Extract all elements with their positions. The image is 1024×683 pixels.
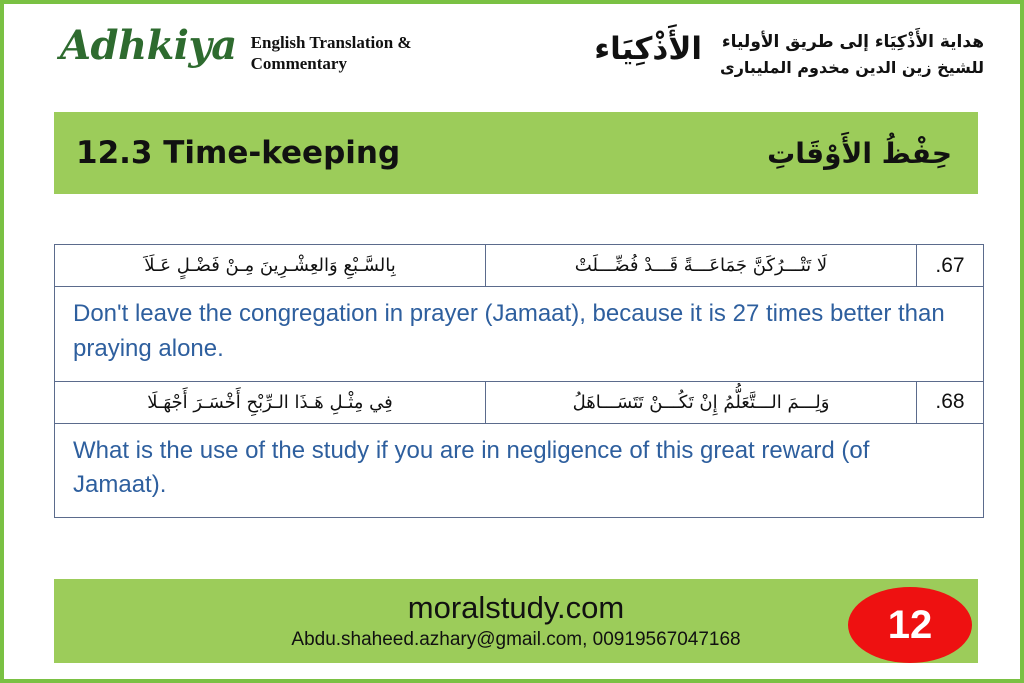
table-row — [55, 287, 984, 382]
verse-arabic-right: لَا تَتْـــرُكَنَّ جَمَاعَـــةً قَـــدْ فُضِّـــلَتْ — [486, 245, 917, 287]
verse-arabic-left: بِالسَّـبْعِ وَالعِشْـرِينَ مِـنْ فَضْـلٍ عَـلَاَ — [55, 245, 486, 287]
page-number-badge: 12 — [848, 587, 972, 663]
header-arabic-line-1: هداية الأَذْكِيَاء إلى طريق الأولياء — [721, 32, 984, 52]
header-arabic-line-2: للشيخ زين الدين مخدوم المليبارى — [720, 57, 984, 77]
verse-number: 68. — [917, 381, 984, 423]
footer-website[interactable]: moralstudy.com — [407, 589, 625, 625]
page-title: 12.3 Time-keeping — [76, 135, 401, 171]
verse-number: 67. — [917, 245, 984, 287]
section-title-bar — [54, 112, 978, 194]
header-arabic-title: الأَذْكِيَاء — [594, 31, 703, 67]
footer-contact[interactable]: Abdu.shaheed.azhary@gmail.com, 00919567047168 — [291, 629, 741, 651]
verse-arabic-left: فِي مِثْـلِ هَـذَا الـرِّبْحِ أَخْسَـرَ أَجْهَـلَا — [55, 381, 486, 423]
table-row — [55, 381, 984, 423]
header-arabic-block — [594, 26, 984, 80]
brand-block — [60, 22, 461, 75]
verse-translation: Don't leave the congregation in prayer (Jamaat), because it is 27 times better than praying alone. — [55, 287, 984, 382]
verse-table — [54, 244, 984, 518]
header-arabic-lines — [720, 26, 984, 80]
page-title-arabic: حِفْظُ الأَوْقَاتِ — [767, 136, 952, 170]
table-row — [55, 245, 984, 287]
verse-translation: What is the use of the study if you are in negligence of this great reward (of Jamaat). — [55, 423, 984, 518]
brand-name: Adhkiya — [60, 22, 237, 69]
verse-arabic-right: وَلِـــمَ الـــتَّعَلُّمُ إِنْ تَكُـــنْ تَتَسَـــاهَلُ — [486, 381, 917, 423]
document-header — [4, 4, 1020, 104]
table-row — [55, 423, 984, 518]
brand-subtitle: English Translation & Commentary — [250, 33, 412, 74]
document-footer — [54, 579, 978, 663]
